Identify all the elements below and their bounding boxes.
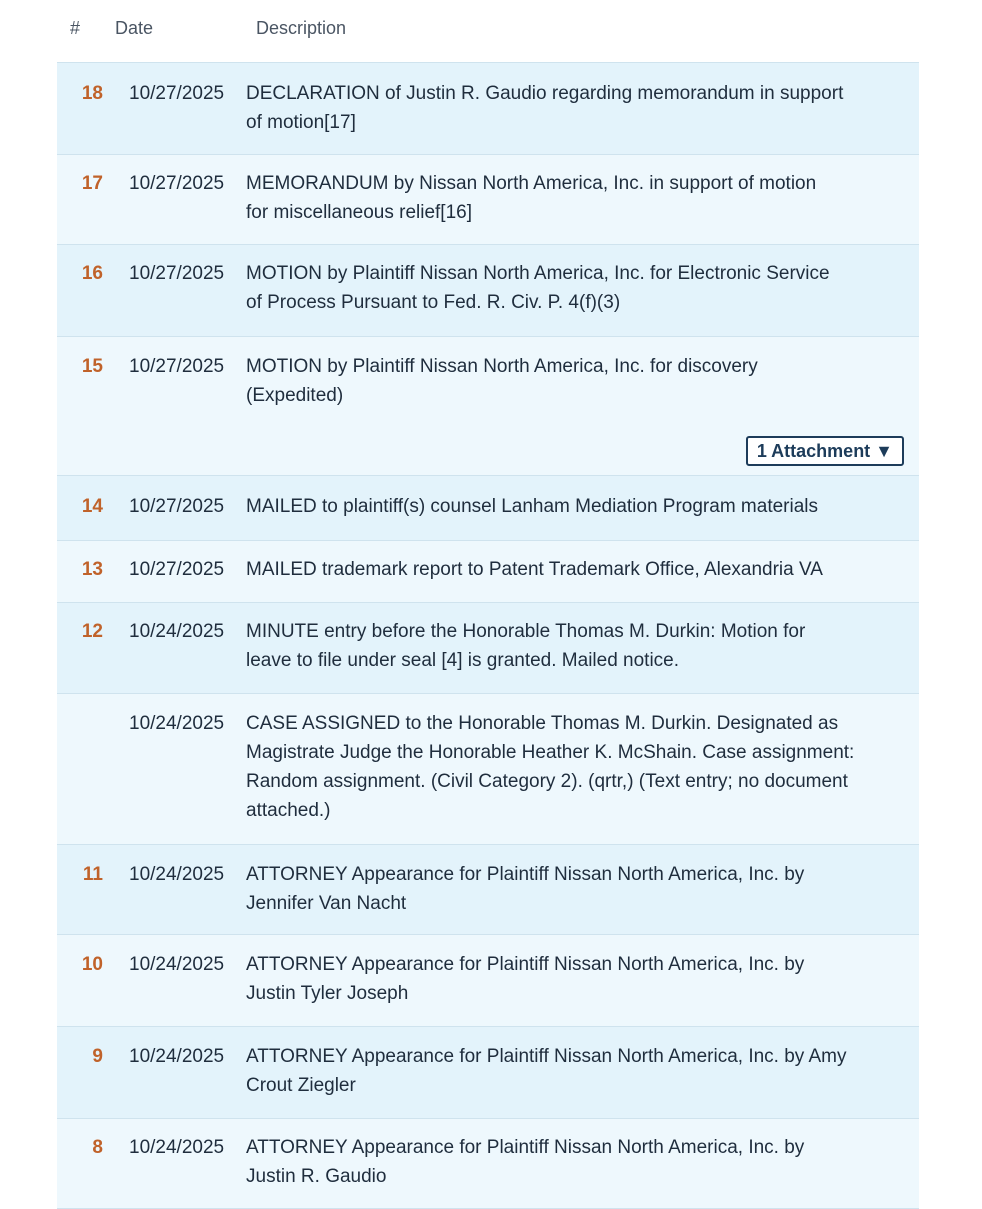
entry-date: 10/24/2025 — [129, 864, 225, 885]
description-line: MAILED trademark report to Patent Trademark Office, Alexandria VA — [246, 559, 823, 580]
description-line: Jennifer Van Nacht — [246, 893, 407, 914]
description-line: ATTORNEY Appearance for Plaintiff Nissan North America, Inc. by — [246, 1137, 805, 1158]
entry-number: 12 — [81, 621, 103, 642]
entry-number: 13 — [81, 559, 103, 580]
entry-description — [246, 950, 911, 1008]
description-line: for miscellaneous relief[16] — [246, 202, 472, 223]
entry-description — [246, 860, 911, 918]
docket-entries — [57, 62, 919, 1209]
entry-date: 10/24/2025 — [129, 954, 225, 975]
entry-description — [246, 79, 911, 137]
table-row — [57, 337, 919, 476]
table-row — [57, 245, 919, 337]
entry-number: 8 — [92, 1137, 103, 1158]
description-line: ATTORNEY Appearance for Plaintiff Nissan North America, Inc. by — [246, 954, 805, 975]
table-row — [57, 935, 919, 1027]
column-header-description: Description — [256, 18, 347, 38]
entry-description — [246, 169, 911, 227]
entry-date: 10/27/2025 — [129, 173, 225, 194]
entry-date: 10/24/2025 — [129, 713, 225, 734]
entry-date: 10/27/2025 — [129, 496, 225, 517]
description-line: CASE ASSIGNED to the Honorable Thomas M. Durkin. Designated as — [246, 713, 839, 734]
entry-description — [246, 617, 911, 675]
entry-description — [246, 1133, 911, 1191]
description-line: of Process Pursuant to Fed. R. Civ. P. 4(f)(3) — [246, 292, 621, 313]
description-line: Justin Tyler Joseph — [246, 983, 409, 1004]
description-line: Crout Ziegler — [246, 1075, 356, 1096]
description-line: leave to file under seal [4] is granted. Mailed notice. — [246, 650, 680, 671]
description-line: Magistrate Judge the Honorable Heather K. McShain. Case assignment: — [246, 742, 855, 763]
table-header — [0, 0, 982, 62]
description-line: MINUTE entry before the Honorable Thomas M. Durkin: Motion for — [246, 621, 806, 642]
entry-description — [246, 492, 911, 521]
description-line: Random assignment. (Civil Category 2). (qrtr,) (Text entry; no document — [246, 771, 848, 792]
entry-date: 10/27/2025 — [129, 263, 225, 284]
entry-number: 15 — [81, 356, 103, 377]
entry-number: 17 — [81, 173, 103, 194]
entry-number: 11 — [82, 864, 103, 885]
description-line: Justin R. Gaudio — [246, 1166, 387, 1187]
table-row — [57, 155, 919, 245]
table-row — [57, 63, 919, 155]
entry-date: 10/24/2025 — [129, 1046, 225, 1067]
entry-description — [246, 555, 911, 584]
table-row — [57, 603, 919, 694]
description-line: MOTION by Plaintiff Nissan North America, Inc. for discovery — [246, 356, 758, 377]
entry-date: 10/24/2025 — [129, 1137, 225, 1158]
entry-date: 10/27/2025 — [129, 559, 225, 580]
entry-number: 16 — [81, 263, 103, 284]
column-header-date: Date — [115, 18, 154, 38]
description-line: of motion[17] — [246, 112, 356, 133]
table-row — [57, 694, 919, 845]
column-header-number: # — [70, 18, 81, 38]
description-line: MOTION by Plaintiff Nissan North America, Inc. for Electronic Service — [246, 263, 830, 284]
entry-date: 10/24/2025 — [129, 621, 225, 642]
entry-description — [246, 259, 911, 317]
table-row — [57, 845, 919, 935]
attachment-toggle-button[interactable]: 1 Attachment ▼ — [746, 436, 904, 466]
entry-date: 10/27/2025 — [129, 83, 225, 104]
entry-number: 9 — [92, 1046, 103, 1067]
description-line: ATTORNEY Appearance for Plaintiff Nissan North America, Inc. by Amy — [246, 1046, 847, 1067]
description-line: ATTORNEY Appearance for Plaintiff Nissan North America, Inc. by — [246, 864, 805, 885]
table-row — [57, 541, 919, 603]
entry-number: 18 — [81, 83, 103, 104]
entry-description — [246, 1042, 911, 1100]
table-row — [57, 476, 919, 541]
description-line: attached.) — [246, 800, 331, 821]
table-row — [57, 1119, 919, 1209]
description-line: (Expedited) — [246, 385, 344, 406]
entry-number: 14 — [81, 496, 103, 517]
description-line: DECLARATION of Justin R. Gaudio regarding memorandum in support — [246, 83, 844, 104]
description-line: MEMORANDUM by Nissan North America, Inc. in support of motion — [246, 173, 817, 194]
entry-description — [246, 709, 911, 825]
entry-number: 10 — [81, 954, 103, 975]
description-line: MAILED to plaintiff(s) counsel Lanham Mediation Program materials — [246, 496, 819, 517]
entry-description — [246, 352, 911, 410]
entry-date: 10/27/2025 — [129, 356, 225, 377]
table-row — [57, 1027, 919, 1119]
